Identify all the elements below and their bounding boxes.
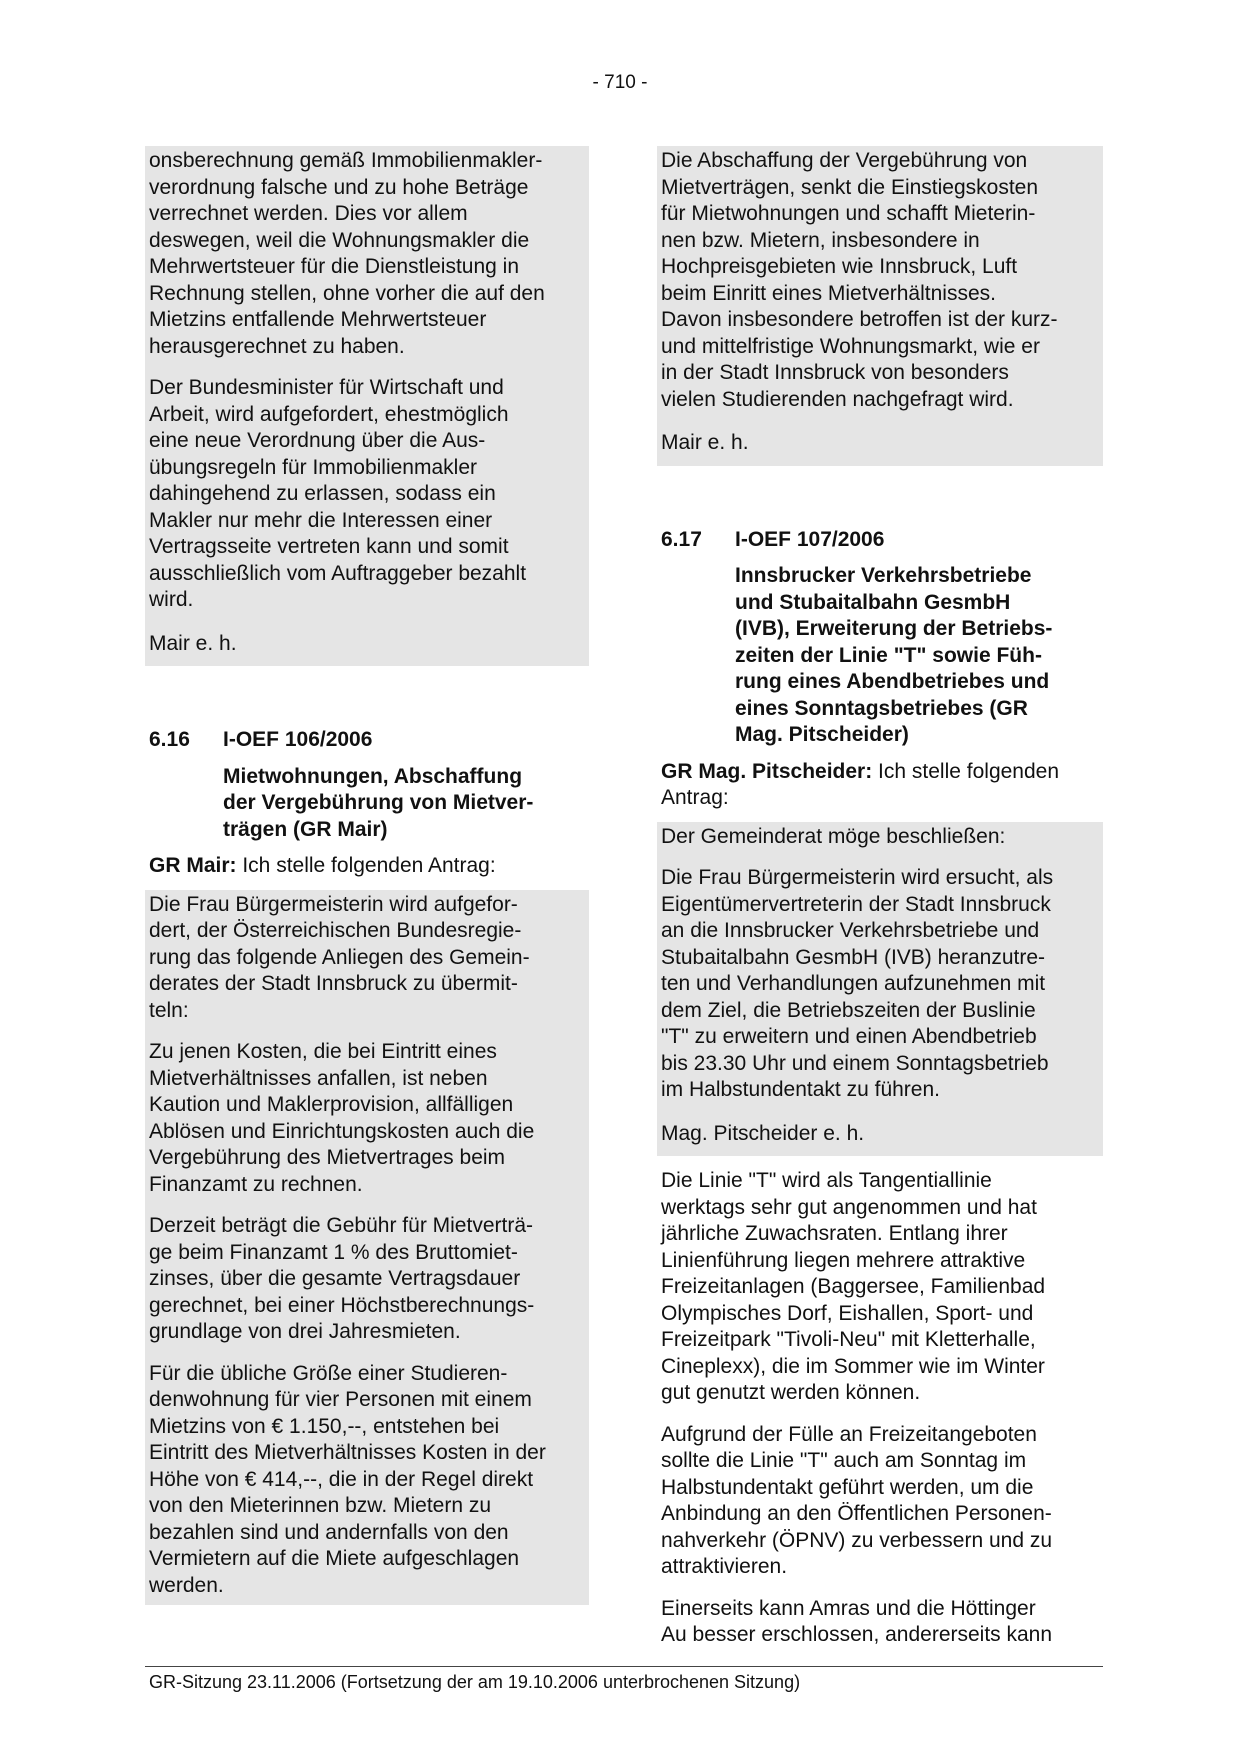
agenda-item-title: Innsbrucker Verkehrsbetriebe und Stubaitalbahn GesmbH (IVB), Erweiterung der Betriebs- zeiten der Linie "T" sowie Füh- rung eines Abendbetriebes und eines Sonntagsbetriebes (GR Mag. Pitscheider) [735, 564, 1053, 746]
motion-text-block [657, 146, 1103, 466]
agenda-item-title: Mietwohnungen, Abschaffung der Vergebührung von Mietver- trägen (GR Mair) [223, 764, 534, 841]
left-column [145, 146, 589, 1605]
agenda-item-number: 6.16 [149, 728, 190, 751]
agenda-item-heading [657, 527, 1103, 554]
right-column [657, 146, 1103, 1652]
agenda-item-number: 6.17 [661, 527, 702, 551]
footer-divider [145, 1666, 1103, 1667]
paragraph: onsberechnung gemäß Immobilienmakler- verordnung falsche und zu hohe Beträge verrechnet werden. Dies vor allem deswegen, weil die Wohnungsmakler die Mehrwertsteuer für die Dienstleistung in Rechnung stellen, ohne vorher die auf den Mietzins entfallende Mehrwertsteuer herausgerechnet zu haben. [149, 149, 545, 358]
agenda-item-heading [145, 727, 589, 754]
speaker-text: Ich stelle folgenden Antrag: [661, 759, 1060, 809]
motion-text-block [657, 822, 1103, 1157]
page-number: - 710 - [592, 72, 648, 93]
speaker-name: GR Mair: [149, 854, 237, 877]
speaker-line [657, 759, 1103, 812]
paragraph: Für die übliche Größe einer Studieren- denwohnung für vier Personen mit einem Mietzins von € 1.150,--, entstehen bei Eintritt des Mietverhältnisses Kosten in der Höhe von € 414,--, die in der Regel direkt von den Mieterinnen bzw. Mietern zu bezahlen sind und andernfalls von den Vermietern auf die Miete aufgeschlagen werden. [149, 1361, 546, 1597]
paragraph: Zu jenen Kosten, die bei Eintritt eines Mietverhältnisses anfallen, ist neben Kaution und Maklerprovision, allfälligen Ablösen und Einrichtungskosten auch die Vergebührung des Mietvertrages beim Finanzamt zu rechnen. [149, 1040, 535, 1196]
footer-text: GR-Sitzung 23.11.2006 (Fortsetzung der am 19.10.2006 unterbrochenen Sitzung) [149, 1672, 801, 1692]
agenda-item-code: I-OEF 106/2006 [223, 728, 373, 751]
agenda-item-code: I-OEF 107/2006 [735, 527, 885, 551]
signature: Mair e. h. [661, 431, 749, 454]
speaker-line [145, 853, 589, 880]
signature: Mair e. h. [149, 631, 237, 655]
signature: Mag. Pitscheider e. h. [661, 1121, 865, 1145]
paragraph: Der Bundesminister für Wirtschaft und Arbeit, wird aufgefordert, ehestmöglich eine neue Verordnung über die Aus- übungsregeln für Immobilienmakler dahingehend zu erlassen, sodass ein Makler nur mehr die Interessen einer Vertragsseite vertreten kann und somit ausschließlich vom Auftraggeber bezahlt wird. [149, 376, 527, 611]
speaker-name: GR Mag. Pitscheider: [661, 759, 873, 783]
paragraph: Die Abschaffung der Vergebührung von Mietverträgen, senkt die Einstiegskosten für Mietwohnungen und schafft Mieterin- nen bzw. Mietern, insbesondere in Hochpreisgebieten wie Innsbruck, Luft beim Einritt eines Mietverhältnisses. Davon insbesondere betroffen ist der kurz- und mittelfristige Wohnungsmarkt, wie er in der Stadt Innsbruck von besonders vielen Studierenden nachgefragt wird. [661, 149, 1058, 411]
paragraph: Der Gemeinderat möge beschließen: [661, 824, 1006, 848]
speaker-text: Ich stelle folgenden Antrag: [236, 854, 496, 877]
paragraph: Einerseits kann Amras und die Höttinger Au besser erschlossen, andererseits kann [661, 1596, 1053, 1646]
paragraph: Die Linie "T" wird als Tangentiallinie werktags sehr gut angenommen und hat jährliche Zuwachsraten. Entlang ihrer Linienführung liegen mehrere attraktive Freizeitanlagen (Baggersee, Familienbad Olympisches Dorf, Eishallen, Sport- und Freizeitpark "Tivoli-Neu" mit Kletterhalle, Cineplexx), die im Sommer wie im Winter gut genutzt werden können. [661, 1169, 1046, 1404]
paragraph: Aufgrund der Fülle an Freizeitangeboten sollte die Linie "T" auch am Sonntag im Halbstundentakt geführt werden, um die Anbindung an den Öffentlichen Personen- nahverkehr (ÖPNV) zu verbessern und zu attraktivieren. [661, 1422, 1053, 1578]
motion-text-block [145, 890, 589, 1606]
paragraph: Derzeit beträgt die Gebühr für Mietverträ- ge beim Finanzamt 1 % des Bruttomiet- zinses, über die gesamte Vertragsdauer gerechnet, bei einer Höchstberechnungs- grundlage von drei Jahresmieten. [149, 1214, 535, 1343]
paragraph: Die Frau Bürgermeisterin wird ersucht, als Eigentümervertreterin der Stadt Innsbruck an die Innsbrucker Verkehrsbetriebe und Stubaitalbahn GesmbH (IVB) heranzutre- ten und Verhandlungen aufzunehmen mit dem Ziel, die Betriebszeiten der Buslinie "T" zu erweitern und einen Abendbetrieb bis 23.30 Uhr und einem Sonntagsbetrieb im Halbstundentakt zu führen. [661, 866, 1054, 1101]
motion-text-block [145, 146, 589, 666]
paragraph: Die Frau Bürgermeisterin wird aufgefor- dert, der Österreichischen Bundesregie- rung das folgende Anliegen des Gemein- derates der Stadt Innsbruck zu übermit- teln: [149, 892, 530, 1022]
